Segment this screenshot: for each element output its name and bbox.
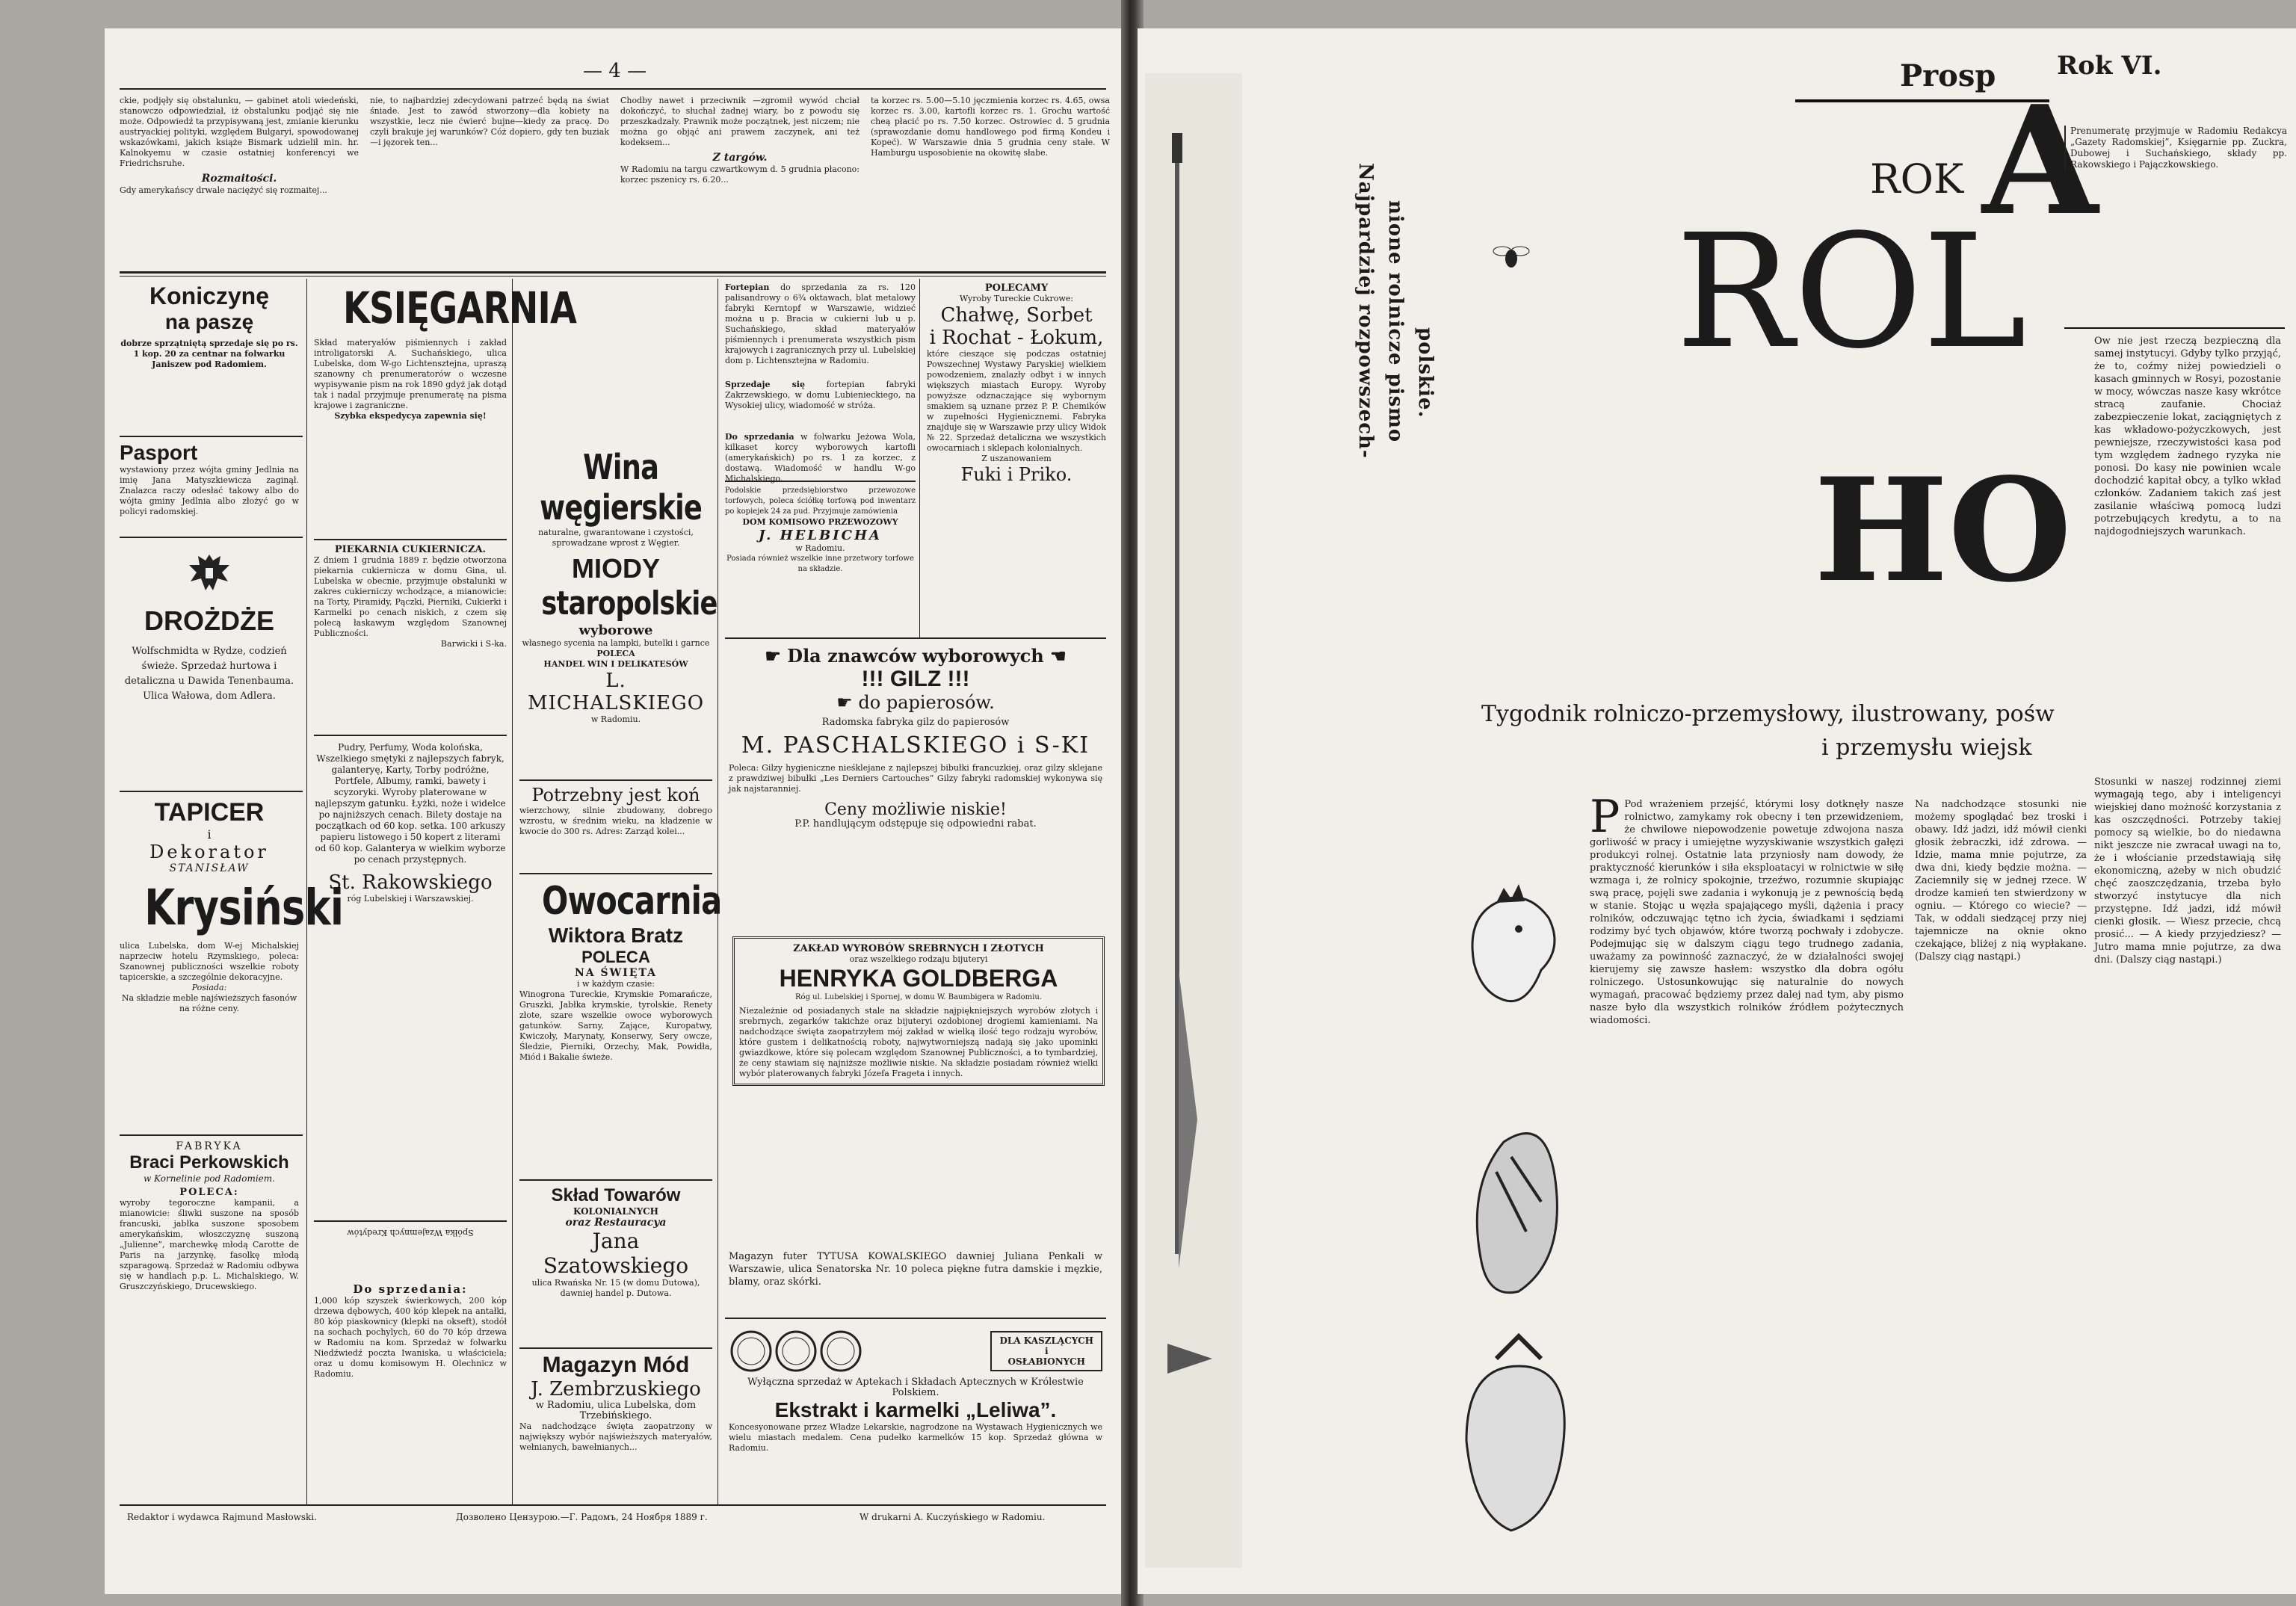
ad-potrzebny xyxy=(519,785,712,837)
ad-subtitle: na paszę xyxy=(164,310,254,333)
ad-sklad-towarow xyxy=(519,1185,712,1299)
ad-body: Wolfschmidta w Rydze, codzień świeże. Sprzedaż hurtowa i detaliczna u Dawida Tenenbauma. Ulica Wałowa, dom Adlera. xyxy=(124,646,294,702)
footer-rule xyxy=(120,1504,1106,1506)
ad-title: KSIĘGARNIA xyxy=(343,282,577,333)
ad-body: Winogrona Tureckie, Krymskie Pomarańcze, Gruszki, Jabłka krymskie, tyrolskie, Renety złote, szare wszelkie owoce wyborowych gatunków. Sarny, Zające, Kuropatwy, Kwiczoły, Marynaty, Konserwy, Sery owcze, Śledzie, Pierniki, Orzechy, Mak, Powidła, Miód i Bakalie świeże. xyxy=(519,989,712,1062)
ad-divider xyxy=(314,539,507,540)
left-page xyxy=(105,28,1126,1594)
ad-do-sprzedania xyxy=(314,1228,507,1380)
ad-text: Wyroby Tureckie Cukrowe: xyxy=(959,294,1074,303)
ad-ksiegarnia xyxy=(314,282,577,421)
ad-title: MIODY xyxy=(571,553,660,584)
ad-title: Owocarnia xyxy=(542,879,722,924)
ad-divider xyxy=(519,873,712,874)
ad-magazyn-mod xyxy=(519,1353,712,1453)
article-column-1 xyxy=(1590,791,1904,1027)
ad-divider xyxy=(120,791,303,792)
news-column-4 xyxy=(871,96,1110,161)
ad-tapicer xyxy=(120,798,344,1014)
ad-title: Potrzebny jest koń xyxy=(531,785,700,806)
ad-body: Niezależnie od posiadanych stale na składzie najpiękniejszych wyrobów złotych i srebrnych, zegarków takichże oraz bijuteryi ozdobionej drogiemi kamieniami. Na nadchodzące święta zaopatrzyłem mój zakład w wielką ilość tego rodzaju wyrobów, które gustem i delikatnością roboty, najwytworniejszą nadają się jako upominki gwiazdkowe, które się polecam względom Szanownej Publiczności, a to tymbardziej, że ceny stawiam się najniższe możliwie niskie. Na składzie posiadam również wielki wybór platerowanych fabryki Józefa Frageta i innych. xyxy=(739,1006,1098,1078)
ad-title: Koniczynę xyxy=(149,282,270,309)
ad-divider xyxy=(314,735,507,736)
footer-censor: Дозволено Цензурою.—Г. Радомъ, 24 Ноября 1889 г. xyxy=(456,1512,708,1522)
ad-title: Magazyn Mód xyxy=(542,1353,690,1377)
header-rule xyxy=(120,88,1106,90)
ad-text: KOLONIALNYCH xyxy=(573,1206,658,1217)
ad-body: Skład materyałów piśmiennych i zakład introligatorski A. Suchańskiego, ulica Lubelska, dom W-go Lichtensztejna, upraszą szanowny ch prenumeratorów o wczesne wypisywanie pism na rok 1890 gdyż jak dotąd tak i nadal przyjmuje prenumeratę na pisma krajowe i zagraniczne. xyxy=(314,338,507,410)
ad-divider xyxy=(120,436,303,437)
ad-body: ulica Rwańska Nr. 15 (w domu Dutowa), dawniej handel p. Dutowa. xyxy=(531,1278,700,1298)
ad-title: PIEKARNIA CUKIERNICZA. xyxy=(334,544,487,555)
ad-owner: Krysiński xyxy=(144,879,344,936)
ad-divider xyxy=(725,1318,1106,1319)
ad-text: róg Lubelskiej i Warszawskiej. xyxy=(347,894,474,904)
ad-text: Na składzie meble najświeższych fasonów na różne ceny. xyxy=(121,993,297,1013)
ad-goldberg xyxy=(732,936,1105,1086)
ad-futra xyxy=(729,1250,1102,1288)
targow-text: W Radomiu na targu czwartkowym d. 5 grudnia płacono: korzec pszenicy rs. 6.20... xyxy=(620,164,860,185)
ad-text: w Radomiu. xyxy=(590,714,641,724)
ad-body: wystawiony przez wójta gminy Jedlnia na imię Jana Matyszkiewicza zaginął. Znalazca raczy odesłać takowy albo do wójta gminy Jedlnia albo złożyć go w policyi radomskiej. xyxy=(120,465,299,516)
ad-subtitle: staropolskie xyxy=(541,584,718,623)
ad-title: Skład Towarów xyxy=(551,1185,681,1205)
fly-icon xyxy=(1489,238,1534,275)
ad-text: POLECA xyxy=(581,948,650,966)
ad-text: Wyłączna sprzedaż w Aptekach i Składach Aptecznych w Królestwie Polskiem. xyxy=(747,1377,1084,1398)
masthead-tagline-2: i przemysłu wiejsk xyxy=(1821,735,2032,761)
ad-body: Z dniem 1 grudnia 1889 r. będzie otworzona piekarnia cukiernicza w domu Gina, ul. Lubelska w obecnie, przyjmuje obstalunki w zakres cukierniczy wchodzące, a mianowicie: na Torty, Piramidy, Pączki, Pierniki, Cukierki i Karmelki po cenach niskich, z czem się polecą łaskawym względom Szanownej Publiczności. xyxy=(314,555,507,638)
ad-divider xyxy=(120,1134,303,1136)
ad-title: TAPICER xyxy=(154,798,265,827)
ad-text: FABRYKA xyxy=(176,1140,243,1152)
ad-body: Magazyn futer TYTUSA KOWALSKIEGO dawniej Juliana Penkali w Warszawie, ulica Senatorska Nr. 10 poleca piękne futra damskie i męzkie, blamy, oraz skórki. xyxy=(729,1251,1102,1288)
subscription-box: Prenumeratę przyjmuje w Radomiu Redakcya „Gazety Radomskiej”, Księgarnie pp. Zuckra, Dubowej i Suchańskiego, składy pp. Rakowskiego i Pajączkowskiego. xyxy=(2064,126,2287,170)
ad-owner: St. Rakowskiego xyxy=(328,871,493,894)
ad-text: STANISŁAW xyxy=(169,862,250,874)
vertical-slogan-1: Najpardziej rozpowszech- xyxy=(1354,163,1377,459)
vertical-slogan-2: nione rolnicze pismo xyxy=(1384,200,1407,443)
vertical-slogan-3: polskie. xyxy=(1414,327,1436,419)
ad-title: Do sprzedania: xyxy=(353,1282,468,1296)
section-z-targow: Z targów. xyxy=(712,152,768,164)
ad-title: POLECAMY xyxy=(984,282,1049,294)
ad-wina xyxy=(519,447,718,725)
ad-body: w folwarku Jeżowa Wola, kilkaset korcy wyborowych kartofli (amerykańskich) po rs. 1 za korzec, z dostawą. Wiadomość w handlu W-go Michalskiego. xyxy=(725,432,916,484)
ad-owner: Wiktora Bratz xyxy=(548,924,684,947)
ad-drozdze xyxy=(120,544,299,704)
badge-dla-kaszlacych xyxy=(990,1331,1102,1371)
ad-body: 1,000 kóp szyszek świerkowych, 200 kóp drzewa dębowych, 400 kóp klepek na antałki, 80 kóp piaskownicy (klepki na okseft), stodół na sochach pochylych, 60 do 70 kóp drzewa w Radomiu na kom. Sprzedaż w folwarku Niedźwiedź poczta Iwaniska, u właściciela; oraz u domu komisowym H. Olechnicz w Radomiu. xyxy=(314,1296,507,1379)
ad-text: w Radomiu, ulica Lubelska, dom Trzebińskiego. xyxy=(535,1400,697,1421)
ad-text: Chałwę, Sorbet xyxy=(940,304,1093,327)
ad-text: POLECA: xyxy=(179,1187,239,1198)
article-column-4 xyxy=(2094,776,2281,966)
section-rozmaitosci: Rozmaitości. xyxy=(201,173,277,185)
article-text: Na nadchodzące stosunki nie możemy spoglądać bez troski i obawy. Idź jadzi, idź mówił cienki głosik żebraczki, idź zdrowa. — Idzie, mama mnie pojutrze, za dwa dni, kiedy będzie można. — Zaciemnily się w jednej rzece. W drodze kamień ten stwierdzony w ogniu. — Którego co wiecie? — Tak, w oddali siedzącej przy niej tajemnicze na oknie okno czekające, bliżej z nią wypłakane. (Dalszy ciąg nastąpi.) xyxy=(1915,799,2087,963)
ad-divider xyxy=(314,1220,507,1222)
rooster-icon xyxy=(1472,884,1555,1001)
ad-text: do papierosów. xyxy=(858,692,995,713)
ad-body: naturalne, gwarantowane i czystości, sprowadzane wprost z Węgier. xyxy=(538,528,694,548)
ad-body: Podolskie przedsiębiorstwo przewozowe torfowych, poleca ściółkę torfową pod inwentarz po kopiejek 24 za pud. Przyjmuje zamówienia xyxy=(725,487,916,516)
ad-perkowscy xyxy=(120,1140,299,1292)
news-text: ta korzec rs. 5.00—5.10 jęczmienia korzec rs. 4.65, owsa korzec rs. 3.00, kartofli korzec rs. 1. Grochu wartość cheą płacić po rs. 7.50 korzec. Ostrowiec d. 5 grudnia (sprawozdanie domu handlowego pod firmą Kondeu i Kopeć). W Warszawie dnia 5 grudnia ceny stałe. W Hamburgu usposobienie na okowitę słabe. xyxy=(871,96,1110,158)
ad-polecamy xyxy=(927,282,1106,485)
pointing-hand-icon: ☛ xyxy=(836,692,853,713)
ad-title: Fortepian xyxy=(725,282,770,292)
header-rok: Rok VI. xyxy=(2057,51,2162,81)
ad-owner: HENRYKA GOLDBERGA xyxy=(779,965,1058,992)
ad-body: wierzchowy, silnie zbudowany, dobrego wzrostu, w średnim wieku, na kładzenie w kwocie do 300 rs. Adres: Zarząd kolei... xyxy=(519,806,712,836)
ad-body: Koncesyonowane przez Władze Lekarskie, nagrodzone na Wystawach Hygienicznych we wielu miastach medalem. Cena pudełko karmelków 15 kop. Sprzedaż główna w Radomiu. xyxy=(729,1422,1102,1453)
ad-divider xyxy=(519,779,712,781)
ad-text: oraz Restauracya xyxy=(565,1217,667,1229)
ad-sign: Fuki i Priko. xyxy=(960,464,1073,485)
ad-text: Posiada również wszelkie inne przetwory torfowe na składzie. xyxy=(726,555,914,573)
ad-text: w Radomiu. xyxy=(795,543,845,553)
ad-owner: L. MICHALSKIEGO xyxy=(527,670,705,714)
news-text: ckie, podjęły się obstalunku, — gabinet atoli wiedeński, stanowczo odpowiedział, iż obstalunku podjąć się nie może. Odpowiedź ta przypisywaną jest, zmianie kierunku austryackiej polityki, względem Bulgaryi, spowodowanej wskazówkami, jakich książe Bismark udzielił min. hr. Kalnokyemu w czasie ostatniej konferencyi we Friedrichsruhe. xyxy=(120,96,359,168)
ad-body: Pudry, Perfumy, Woda kolońska, Wszelkiego smętyki z najlepszych fabryk, galanteryę, Karty, Torby podróżne, Portfele, Albumy, ramki, bawety i scyzoryki. Wyroby platerowane w najlepszym gatunku. Łyżki, noże i widelce po najniższych cenach. Bilety dostaje na początkach od 60 kop. setka. 100 arkuszy papieru listowego i 50 kopert z literami od 60 kop. Galanterya w wielkim wyborze po cenach przystępnych. xyxy=(315,742,506,865)
pointing-hand-icon: ☚ xyxy=(1050,645,1067,667)
news-column-2 xyxy=(370,96,609,151)
ad-title: Wina węgierskie xyxy=(540,447,703,528)
badge-text: OSŁABIONYCH xyxy=(1007,1356,1085,1367)
section-rule xyxy=(120,271,1106,274)
ad-text: NA ŚWIĘTA xyxy=(574,967,658,979)
ad-body: do sprzedania za rs. 120 palisandrowy o 6¾ oktawach, blat metalowy fabryki Kerntopf w Warszawie, widzieć można u p. Bracia w cukierni lub u p. Suchańskiego, skład materyałów piśmiennych i prenumerata wszystkich pism krajowych i zagranicznych przy ul. Lubelskiej dom p. Lichtensztejna w Radomiu. xyxy=(725,282,916,365)
ad-text: Posiada: xyxy=(191,983,227,992)
ornament-strip xyxy=(1145,73,1242,1568)
rozmaitosci-text: Gdy amerykańscy drwale naciężyć się rozmaitej... xyxy=(120,185,327,195)
ad-title: DROŻDŻE xyxy=(144,605,274,636)
ad-text: i Rochat - Łokum, xyxy=(929,327,1104,349)
right-page xyxy=(1138,28,2296,1594)
ad-text: wyborowe xyxy=(578,623,653,638)
ad-text: Spółka Wzajemnych Kredytów xyxy=(347,1228,474,1238)
article-text: Pod wrażeniem przejść, którymi losy dotknęły nasze rolnictwo, zamykamy rok obecny i ten przewidzeniem, że chwilowe niepowodzenie powetuje zdwojona nasza gorliwość w pracy i umiejętne wyzyskiwanie wszystkich gałęzi produkcyi rolnej. Ostatnie lata przyniosły nam dowody, że praktyczność kierunków i siła eksploatacyi w rolnictwie w siłę wzmaga i, że rolnicy spokojnie, trzeźwo, rozumnie skupiając swą pracę, pojęli swe zadania i wykonują je z pewnością będą w stanie. Stojąc u węzła spajającego myśli, dążenia i pracy rolników, odczuwając tętno ich życia, świadkami i sędziami rodzimy być tych objawów, które tworzą pochwały i zdobycze. Podejmując się w dalszym ciągu tego trudnego zadania, uważamy za powinność zaznaczyć, że w działalności swojej kierujemy się zawsze hasłem: wszystko dla dobra ogółu rolniczego. Ustosunkowując się naturalnie do nowych wymagań, pracować będziemy przez dalej nad tym, aby pismo nasze było dla wszystkich rolników źródłem pożytecznych wiadomości. xyxy=(1590,799,1904,1026)
ad-koniczyne xyxy=(120,282,299,370)
ad-torf xyxy=(725,486,916,575)
footer-printer: W drukarni A. Kuczyńskiego w Radomiu. xyxy=(860,1512,1046,1522)
page-number: — 4 — xyxy=(583,60,647,82)
ad-owner: Jana Szatowskiego xyxy=(543,1229,689,1278)
ad-owner: J. HELBICHA xyxy=(759,528,882,543)
ad-text: Ceny możliwie niskie! xyxy=(824,800,1007,819)
masthead-title: ROL xyxy=(1676,200,2027,383)
section-rule-thin xyxy=(120,276,1106,277)
ad-body: fortepian fabryki Zakrzewskiego, w domu Lubienieckiego, na Wysokiej ulicy, wiadomość w stróża. xyxy=(725,380,916,410)
pointing-hand-icon: ☛ xyxy=(765,645,781,667)
ad-text: Róg ul. Lubelskiej i Spornej, w domu W. Baumbigera w Radomiu. xyxy=(795,993,1042,1001)
ad-divider xyxy=(519,1347,712,1349)
ad-divider xyxy=(725,481,916,482)
masthead-tagline-1: Tygodnik rolniczo-przemysłowy, ilustrowany, pośw xyxy=(1481,701,2055,727)
ad-pasport xyxy=(120,441,299,517)
column-rule xyxy=(919,279,920,637)
header-prospekt: Prosp xyxy=(1900,58,1996,93)
ad-text: Z uszanowaniem xyxy=(981,454,1052,463)
ad-body: Poleca: Gilzy hygieniczne nieśklejane z najlepszej bibułki francuzkiej, oraz gilzy sklejane z prawdziwej bibułki „Les Derniers Cartouches” Gilzy fabryki radomskiej wykonywa się jak najstaranniej. xyxy=(729,763,1102,794)
ad-title: Ekstrakt i karmelki „Leliwa”. xyxy=(774,1398,1057,1421)
ad-text: DOM KOMISOWO PRZEWOZOWY xyxy=(742,517,898,527)
ad-body: wyroby tegoroczne kampanii, a mianowicie: śliwki suszone na sposób francuski, jabłka suszone sposobem amerykańskim, włoszczyznę suszoną „Julienne”, marchewkę młodą Carotte de Paris na jarzynkę, fasolkę młodą szparagową. Sprzedaż w Radomiu odbywa się w handlach p.p. L. Michalskiego, W. Gruszczyńskiego, Drucewskiego. xyxy=(120,1198,299,1291)
ad-text: w Kornelinie pod Radomiem. xyxy=(144,1173,275,1184)
ad-text: HANDEL WIN I DELIKATESÓW xyxy=(543,659,688,669)
ad-sprzedaje xyxy=(725,380,916,411)
ad-body: dobrze sprzątniętą sprzedaje się po rs. 1 kop. 20 za centnar na folwarku Janiszew pod Radomiem. xyxy=(120,339,298,369)
ad-text: Radomska fabryka gilz do papierosów xyxy=(821,717,1010,728)
ad-gilz xyxy=(729,645,1102,830)
ad-body: które cieszące się podczas ostatniej Powszechnej Wystawy Paryskiej wielkiem powodzeniem, znalazły odbyt i w innych większych miastach Europy. Wyroby powyższe odznaczające się wybornym smakiem są uznane przez P. P. Chemików w zupełności Hygienicznemi. Fabryka znajduje się w Warszawie przy ulicy Widok № 22. Sprzedaż detaliczna we wszystkich owocarniach i sklepach kolonialnych. xyxy=(927,349,1106,453)
news-column-3 xyxy=(620,96,860,188)
ad-body: własnego sycenia na lampki, butelki i garnce xyxy=(522,638,710,648)
ad-leliwa xyxy=(729,1325,1102,1454)
column-rule xyxy=(512,279,513,1504)
footer-editor: Redaktor i wydawca Rajmund Masłowski. xyxy=(127,1512,317,1522)
badge-text: DLA KASZLĄCYCH xyxy=(999,1335,1093,1346)
illustrations-column xyxy=(1436,873,1586,1545)
plant-icon xyxy=(1477,1134,1557,1293)
ad-title: !!! GILZ !!! xyxy=(861,667,970,691)
ad-text: P.P. handlującym odstępuje się odpowiedni rabat. xyxy=(794,818,1037,830)
ad-title: Do sprzedania xyxy=(725,432,794,442)
masthead-letter: A xyxy=(1982,73,2099,249)
ad-text: i xyxy=(207,827,212,841)
article-column-2 xyxy=(1915,798,2087,963)
ad-kartofle xyxy=(725,432,916,484)
ad-body: ulica Lubelska, dom W-ej Michalskiej naprzeciw hotelu Rzymskiego, poleca: Szanownej publiczności wszelkie roboty tapicerskie, a szczególnie dekoracyjne. xyxy=(120,941,299,982)
masthead-rok: ROK xyxy=(1870,155,1964,203)
article-text: Stosunki w naszej rodzinnej ziemi wymagają tego, aby i inteligencyi wiejskiej dano możność korzystania z kas oszczędności. Potrzeby takiej pomocy są wielkie, bo do niedawna nikt jeszcze nie zwracał uwagi na to, że i włościanie przedstawiają siłę ekonomiczną, ażeby w nich obudzić chęć zaoszczędzania, trzeba było stworzyć instytucye dla nich przystępne. Idź jadzi, idź mówił cienki głosik. — Wiesz przecie, chcą prosić... — A kiedy przyjedziesz? — Jutro mama mnie pojutrze, za dwa dni. (Dalszy ciąg nastąpi.) xyxy=(2094,776,2281,966)
news-column-1 xyxy=(120,96,359,199)
news-text: Chodby nawet i przeciwnik —zgromił wywód chciał dokończyć, to słuchał żadnej wiary, bo z powodu się przeszkadzały. Prawnik może początnek, jest niczem; nie można go objąć ani prawem zaczynek, ani też kodeksem... xyxy=(620,96,860,147)
medals-icon xyxy=(729,1325,863,1377)
ad-text: oraz wszelkiego rodzaju bijuteryi xyxy=(849,954,988,964)
news-text: nie, to najbardziej zdecydowani patrzeć będą na świat śniade. Jest to zawód stworzony—dla kobiety na wszystkie, lecz nie ćwierć bujne—kiedy za pracę. Do czyli brakuje jej warunków? Cóż dopiero, gdy ten buziak—i jęzorek ten... xyxy=(370,96,609,147)
ad-text: Dekorator xyxy=(149,841,269,862)
masthead-title-2: HO xyxy=(1814,447,2073,614)
ad-title: Dla znawców wyborowych xyxy=(787,645,1044,667)
ad-divider xyxy=(120,537,303,538)
ad-text: ZAKŁAD WYROBÓW SREBRNYCH I ZŁOTYCH xyxy=(793,943,1044,954)
ad-divider xyxy=(519,1179,712,1181)
article-text: Ow nie jest rzeczą bezpieczną dla samej instytucyi. Gdyby tylko przyjąć, że to, coźmy niżej powiedzieli o kasach gminnych w Rosyi, pozostanie w mocy, wówczas nasze kasy wkrótce stracą zaufanie. Chociaż zabezpieczenie lokat, zaciągniętych z kas wkładowo-pożyczkowych, jest pewniejsze, rzeczywistości kasa pod tym względem żadnego ryzyka nie ponosi. Do kasy nie powinien wcale dochodzić kapitał obcy, a tylko wkład członków. Zadaniem takich zaś jest zasilanie właściwą pomocą ludzi potrzebujących kredytu, a to na najdogodniejszych warunkach. xyxy=(2094,336,2281,537)
box-rule xyxy=(2064,327,2285,329)
ad-piekarnia xyxy=(314,544,507,649)
drop-cap: P xyxy=(1590,791,1620,843)
ad-owner: M. PASCHALSKIEGO i S-KI xyxy=(741,732,1090,759)
ad-body: Na nadchodzące święta zaopatrzony w największy wybór najświeższych materyałów, wełnianych, bawełnianych... xyxy=(519,1421,712,1452)
ad-sign: Barwicki i S-ka. xyxy=(440,639,507,649)
double-headed-eagle-icon xyxy=(183,549,235,601)
ad-text: Szybka ekspedycya zapewnia się! xyxy=(334,411,487,421)
ad-title: Pasport xyxy=(120,441,198,464)
ad-fortepian xyxy=(725,282,916,366)
ad-title: Sprzedaje się xyxy=(725,380,805,389)
ad-pudry xyxy=(314,742,507,904)
ad-owocarnia xyxy=(519,879,722,1063)
ad-text: i w każdym czasie: xyxy=(576,979,655,989)
strawberry-icon xyxy=(1466,1336,1564,1531)
ad-owner: J. Zembrzuskiego xyxy=(531,1378,701,1400)
ad-text: POLECA xyxy=(596,649,635,658)
ad-title: Braci Perkowskich xyxy=(129,1152,289,1173)
ad-divider xyxy=(725,637,1106,639)
badge-text: i xyxy=(1044,1346,1049,1356)
article-column-3 xyxy=(2094,335,2281,538)
